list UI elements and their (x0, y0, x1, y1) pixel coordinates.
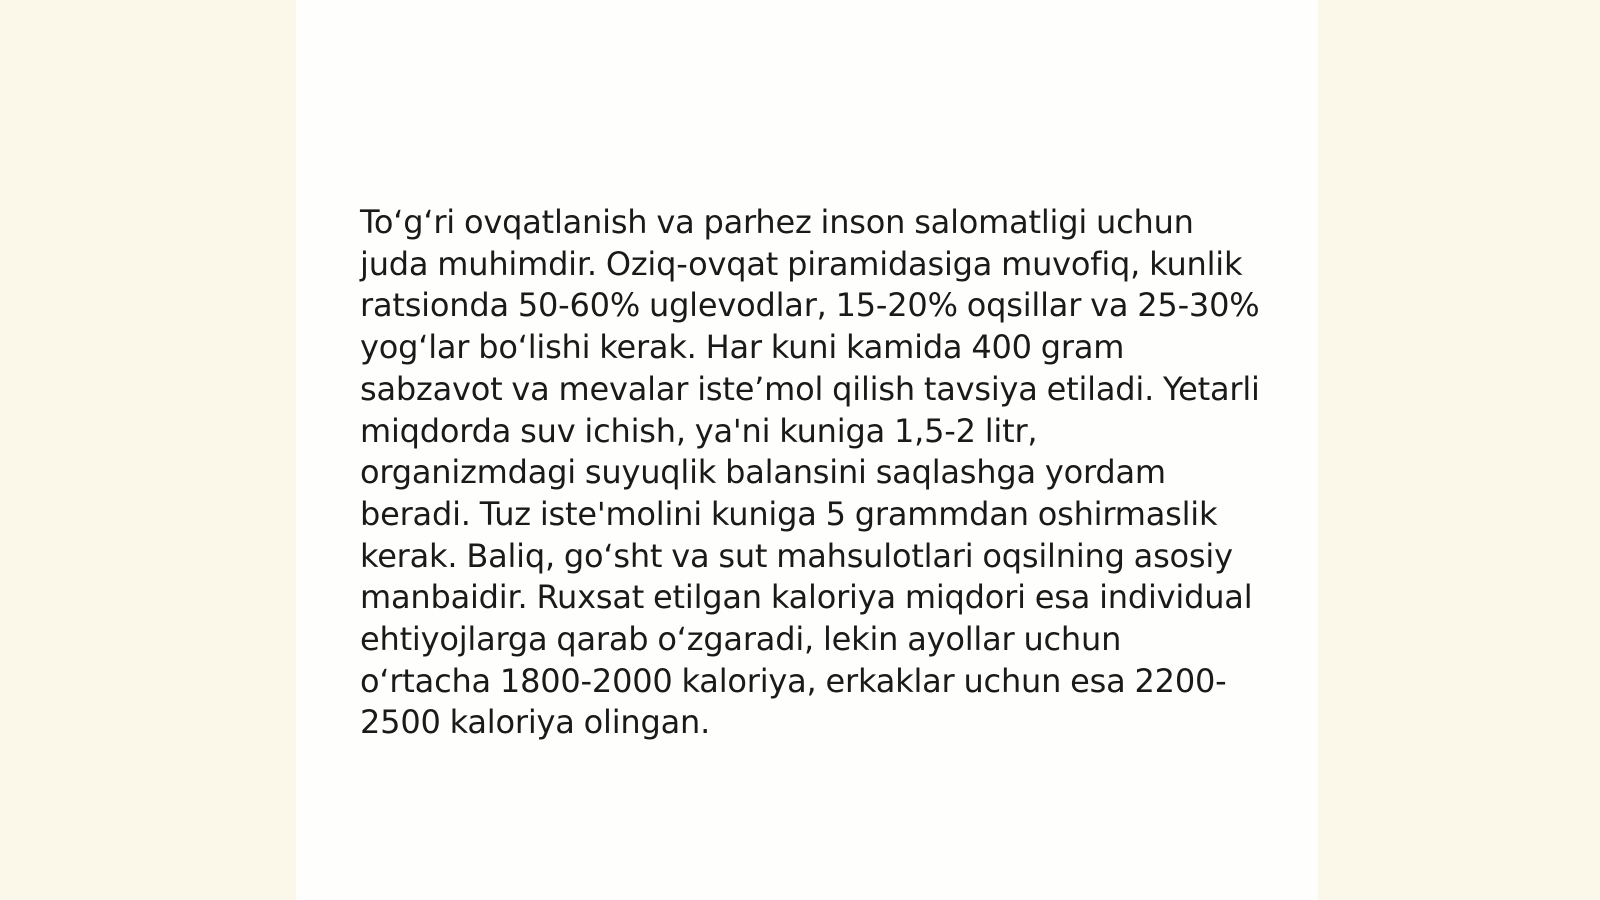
left-background-margin (0, 0, 296, 900)
right-background-margin (1318, 0, 1600, 900)
slide-canvas (296, 0, 1318, 900)
slide-body-text: To‘g‘ri ovqatlanish va parhez inson salomatligi uchun juda muhimdir. Oziq-ovqat piramidasiga muvofiq, kunlik ratsionda 50-60% uglevodlar, 15-20% oqsillar va 25-30% yog‘lar bo‘lishi kerak. Har kuni kamida 400 gram sabzavot va mevalar iste’mol qilish tavsiya etiladi. Yetarli miqdorda suv ichish, ya'ni kuniga 1,5-2 litr, organizmdagi suyuqlik balansini saqlashga yordam beradi. Tuz iste'molini kuniga 5 grammdan oshirmaslik kerak. Baliq, go‘sht va sut mahsulotlari oqsilning asosiy manbaidir. Ruxsat etilgan kaloriya miqdori esa individual ehtiyojlarga qarab o‘zgaradi, lekin ayollar uchun o‘rtacha 1800-2000 kaloriya, erkaklar uchun esa 2200-2500 kaloriya olingan. (360, 203, 1260, 742)
